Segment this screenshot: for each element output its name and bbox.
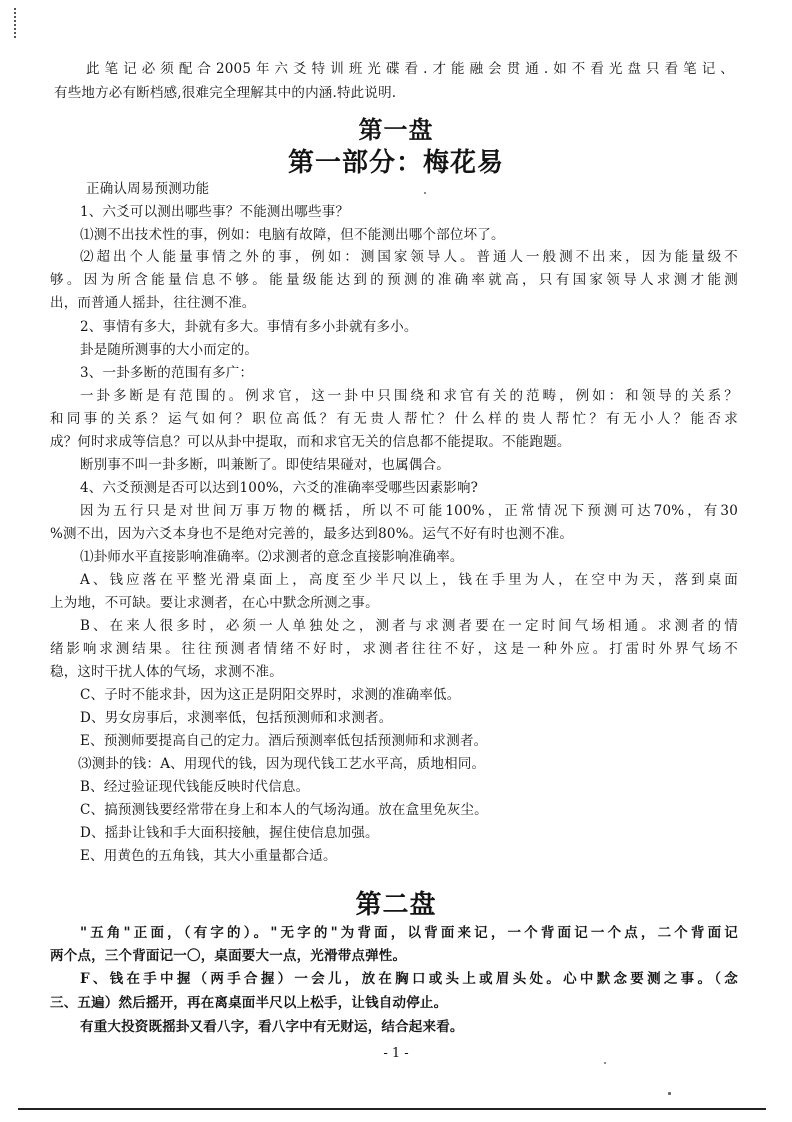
body-line: 稳，这时干扰人体的气场，求测不准。: [50, 664, 283, 680]
intro-line-1: 此笔记必须配合2005年六爻特训班光碟看.才能融会贯通.如不看光盘只看笔记、: [86, 61, 734, 77]
scan-speck: [668, 1092, 671, 1095]
body-line: ⑴卦师水平直接影响准确率。⑵求测者的意念直接影响准确率。: [80, 549, 464, 565]
body-line: ⑶测卦的钱：A、用现代的钱，因为现代钱工艺水平高，质地相同。: [78, 756, 486, 772]
scan-speck: [424, 192, 426, 194]
body-line: B、在来人很多时，必须一人单独处之，测者与求测者要在一定时间气场相通。求测者的情: [80, 618, 738, 634]
scan-edge-marks: [14, 8, 22, 38]
body-line: 卦是随所测事的大小而定的。: [80, 342, 259, 358]
body-line: D、男女房事后，求测率低，包括预测师和求测者。: [80, 710, 393, 726]
heading-disc-2: 第二盘: [355, 890, 437, 920]
body-line: ⑵超出个人能量事情之外的事，例如：测国家领导人。普通人一般测不出来，因为能量级不: [80, 249, 738, 265]
body-line: 一卦多断是有范围的。例求官，这一卦中只围绕和求官有关的范畴，例如：和领导的关系？: [80, 388, 738, 404]
body2-line: 三、五遍）然后摇开，再在离桌面半尺以上松手，让钱自动停止。: [50, 995, 448, 1011]
body-line: 上为地，不可缺。要让求测者，在心中默念所测之事。: [50, 595, 379, 611]
body-line: 绪影响求测结果。往往预测者情绪不好时，求测者往往不好，这是一种外应。打雷时外界气场不: [50, 641, 738, 657]
body-line: 够。因为所含能量信息不够。能量级能达到的预测的准确率就高，只有国家领导人求测才能测: [50, 272, 738, 288]
body2-line: 有重大投资既摇卦又看八字，看八字中有无财运，结合起来看。: [80, 1019, 464, 1035]
body-line: B、经过验证现代钱能反映时代信息。: [80, 779, 310, 795]
heading-disc-1: 第一盘: [358, 115, 434, 144]
heading-part-1: 第一部分：梅花易: [287, 148, 504, 178]
body-line: 出，而普通人摇卦，往往测不准。: [50, 295, 256, 311]
body-line: 1、六爻可以测出哪些事？不能测出哪些事？: [80, 204, 350, 220]
body-line: %测不出，因为六爻本身也不是绝对完善的，最多达到80%。运气不好有时也测不准。: [50, 526, 574, 542]
body2-line: 两个点，三个背面记一〇，桌面要大一点，光滑带点弹性。: [50, 948, 407, 964]
body-line: ⑴测不出技术性的事，例如：电脑有故障，但不能测出哪个部位坏了。: [80, 227, 505, 243]
bottom-rule: [18, 1108, 766, 1110]
body-line: 2、事情有多大，卦就有多大。事情有多小卦就有多小。: [80, 319, 418, 335]
body-line: 和同事的关系？运气如何？职位高低？有无贵人帮忙？什么样的贵人帮忙？有无小人？能否求: [50, 411, 738, 427]
body-line: D、摇卦让钱和手大面积接触，握住使信息加强。: [80, 825, 379, 841]
intro-line-2: 有些地方必有断档感,很难完全理解其中的内涵.特此说明.: [54, 85, 397, 101]
body-line: 因为五行只是对世间万事万物的概括，所以不可能100%，正常情况下预测可达70%，有30: [80, 503, 738, 519]
body-line: C、子时不能求卦，因为这正是阴阳交界时，求测的准确率低。: [80, 687, 461, 703]
page-number: - 1 -: [383, 1046, 409, 1061]
body-line: C、搞预测钱要经常带在身上和本人的气场沟通。放在盒里免灰尘。: [80, 802, 488, 818]
body-line: 4、六爻预测是否可以达到100%，六爻的准确率受哪些因素影响?: [80, 480, 479, 496]
body-line: 正确认周易预测功能: [86, 181, 210, 197]
body-line: E、预测师要提高自己的定力。酒后预测率低包括预测师和求测者。: [80, 733, 488, 749]
body-line: E、用黄色的五角钱，其大小重量都合适。: [80, 848, 337, 864]
body-line: 成？何时求成等信息？可以从卦中提取，而和求官无关的信息都不能提取。不能跑题。: [50, 434, 571, 450]
body-line: 3、一卦多断的范围有多广：: [80, 365, 254, 381]
body-line: A、钱应落在平整光滑桌面上，高度至少半尺以上，钱在手里为人，在空中为天，落到桌面: [80, 572, 738, 588]
body2-line: "五角"正面，（有字的）。"无字的"为背面，以背面来记，一个背面记一个点，二个背面记: [80, 925, 738, 941]
body2-line: F、钱在手中握（两手合握）一会儿，放在胸口或头上或眉头处。心中默念要测之事。（念: [80, 971, 738, 987]
body-line: 断別事不叫一卦多断，叫兼断了。即使结果碰对，也属偶合。: [80, 457, 450, 473]
scan-speck: [604, 1062, 606, 1064]
